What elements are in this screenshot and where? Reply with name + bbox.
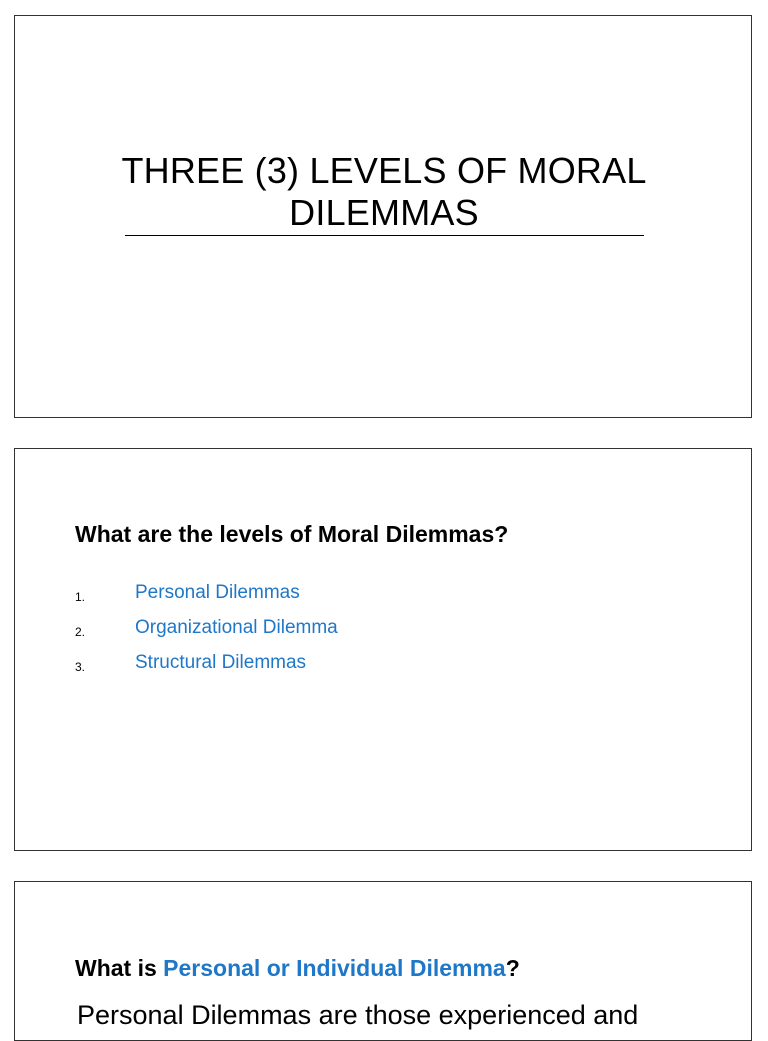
title-underline [125,235,644,236]
slide-personal-dilemma [14,881,752,1041]
heading-accent: Personal or Individual Dilemma [163,955,506,981]
slide-title-heading [15,150,752,234]
personal-dilemma-body: Personal Dilemmas are those experienced and [77,1000,639,1030]
title-line-1: THREE (3) LEVELS OF MORAL [121,150,647,191]
heading-prefix: What is [75,955,164,981]
slide-levels [14,448,752,851]
link-organizational-dilemma[interactable]: Organizational Dilemma [135,617,338,638]
link-structural-dilemmas[interactable]: Structural Dilemmas [135,652,307,673]
list-number: 1. [75,590,86,604]
title-line-2: DILEMMAS [289,192,479,233]
personal-dilemma-heading [75,953,520,983]
list-number: 2. [75,625,86,639]
levels-heading: What are the levels of Moral Dilemmas? [75,521,509,547]
link-personal-dilemmas[interactable]: Personal Dilemmas [135,582,300,603]
slide-title [14,15,752,418]
heading-suffix: ? [505,955,520,981]
list-number: 3. [75,660,86,674]
